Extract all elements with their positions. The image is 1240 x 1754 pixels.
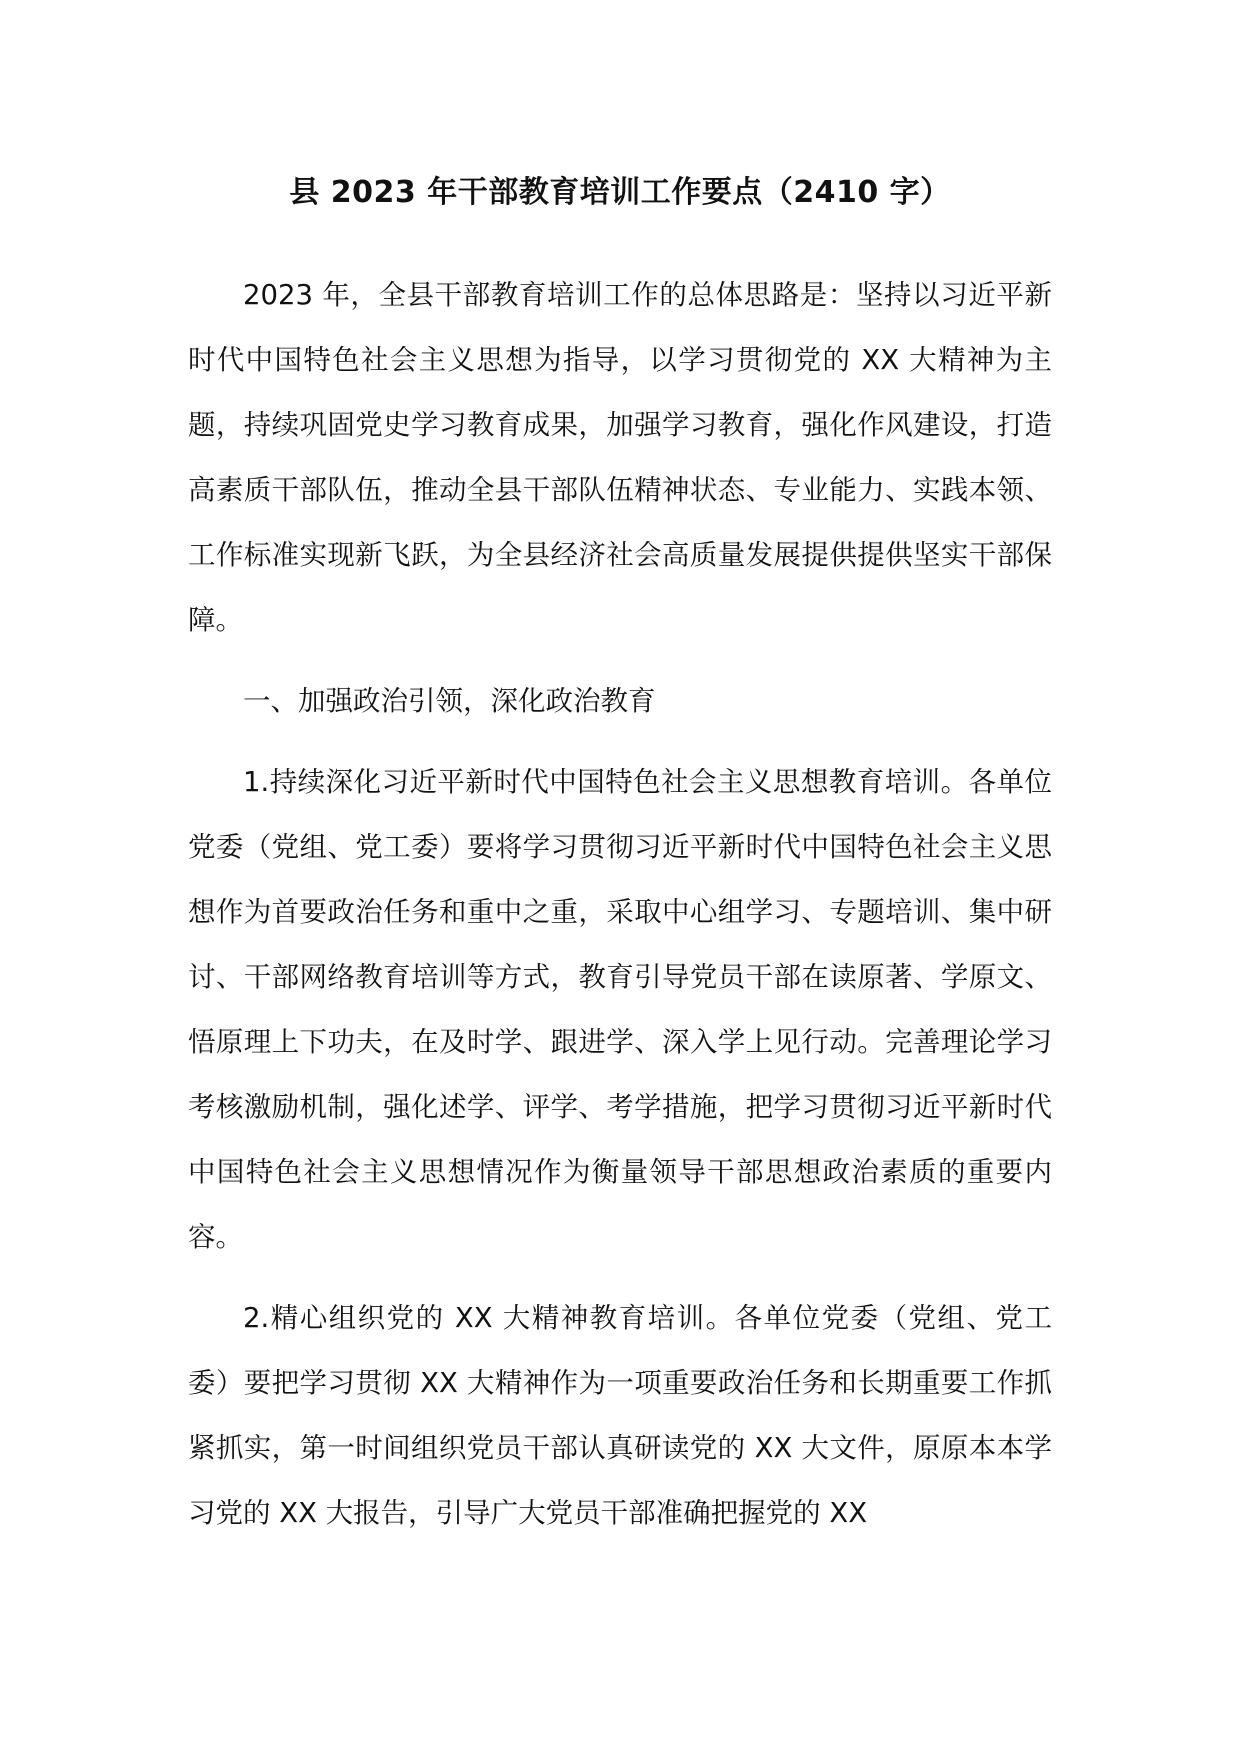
item-paragraph-1: 1.持续深化习近平新时代中国特色社会主义思想教育培训。各单位党委（党组、党工委）要将学习贯彻习近平新时代中国特色社会主义思想作为首要政治任务和重中之重，采取中心组学习、专题培训、集中研讨、干部网络教育培训等方式，教育引导党员干部在读原著、学原文、悟原理上下功夫，在及时学、跟进学、深入学上见行动。完善理论学习考核激励机制，强化述学、评学、考学措施，把学习贯彻习近平新时代中国特色社会主义思想情况作为衡量领导干部思想政治素质的重要内容。 [188,766,1052,1253]
document-title: 县 2023 年干部教育培训工作要点（2410 字） [289,175,951,210]
item-paragraph-2: 2.精心组织党的 XX 大精神教育培训。各单位党委（党组、党工委）要把学习贯彻 XX 大精神作为一项重要政治任务和长期重要工作抓紧抓实，第一时间组织党员干部认真研读党的 XX 大文件，原原本本学习党的 XX 大报告，引导广大党员干部准确把握党的 XX [188,1302,1052,1529]
section-heading-1: 一、加强政治引领，深化政治教育 [243,685,656,717]
intro-paragraph: 2023 年，全县干部教育培训工作的总体思路是：坚持以习近平新时代中国特色社会主义思想为指导，以学习贯彻党的 XX 大精神为主题，持续巩固党史学习教育成果，加强学习教育，强化作风建设，打造高素质干部队伍，推动全县干部队伍精神状态、专业能力、实践本领、工作标准实现新飞跃，为全县经济社会高质量发展提供提供坚实干部保障。 [188,279,1052,636]
document-body [188,263,1052,1546]
